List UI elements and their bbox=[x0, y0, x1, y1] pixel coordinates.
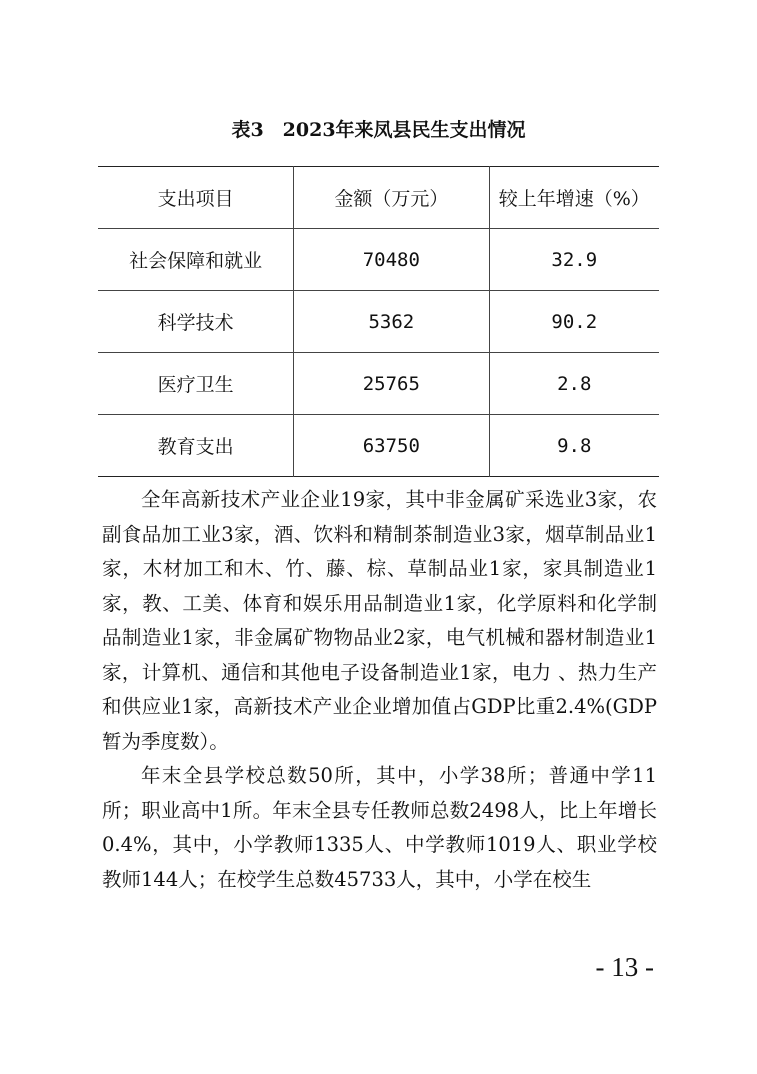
body-text bbox=[102, 483, 657, 897]
cell-amount: 70480 bbox=[294, 229, 489, 291]
cell-amount: 63750 bbox=[294, 415, 489, 477]
page-number: - 13 - bbox=[595, 952, 654, 982]
cell-growth: 2.8 bbox=[489, 353, 659, 415]
cell-item: 教育支出 bbox=[157, 436, 234, 458]
cell-growth: 9.8 bbox=[489, 415, 659, 477]
cell-amount: 25765 bbox=[294, 353, 489, 415]
paragraph-high-tech-enterprises: 全年高新技术产业企业19家，其中非金属矿采选业3家，农副食品加工业3家，酒、饮料和精制茶制造业3家，烟草制品业1家，木材加工和木、竹、藤、棕、草制品业1家，家具制造业1家，教、工美、体育和娱乐用品制造业1家，化学原料和化学制品制造业1家，非金属矿物物品业2家，电气机械和器材制造业1家，计算机、通信和其他电子设备制造业1家，电力 、热力生产和供应业1家，高新技术产业企业增加值占GDP比重2.4%(GDP暂为季度数）。 bbox=[102, 488, 657, 753]
table-row bbox=[98, 291, 659, 353]
column-header-item: 支出项目 bbox=[98, 167, 294, 229]
cell-growth: 90.2 bbox=[489, 291, 659, 353]
table-header-row bbox=[98, 167, 659, 229]
paragraph-education: 年末全县学校总数50所，其中，小学38所；普通中学11所；职业高中1所。年末全县专任教师总数2498人，比上年增长0.4%，其中，小学教师1335人、中学教师1019人、职业学校教师144人；在校学生总数45733人，其中，小学在校生 bbox=[102, 764, 657, 891]
cell-growth: 32.9 bbox=[489, 229, 659, 291]
livelihood-expenditure-table bbox=[98, 166, 659, 477]
table-row bbox=[98, 229, 659, 291]
cell-item: 医疗卫生 bbox=[98, 353, 294, 415]
table-row bbox=[98, 353, 659, 415]
column-header-amount: 金额（万元） bbox=[294, 167, 489, 229]
table-title: 表3 2023年来凤县民生支出情况 bbox=[231, 119, 526, 141]
cell-amount: 5362 bbox=[294, 291, 489, 353]
table-row bbox=[98, 415, 659, 477]
column-header-growth: 较上年增速（%） bbox=[489, 167, 659, 229]
cell-item: 社会保障和就业 bbox=[98, 229, 294, 291]
cell-item: 科学技术 bbox=[98, 291, 294, 353]
